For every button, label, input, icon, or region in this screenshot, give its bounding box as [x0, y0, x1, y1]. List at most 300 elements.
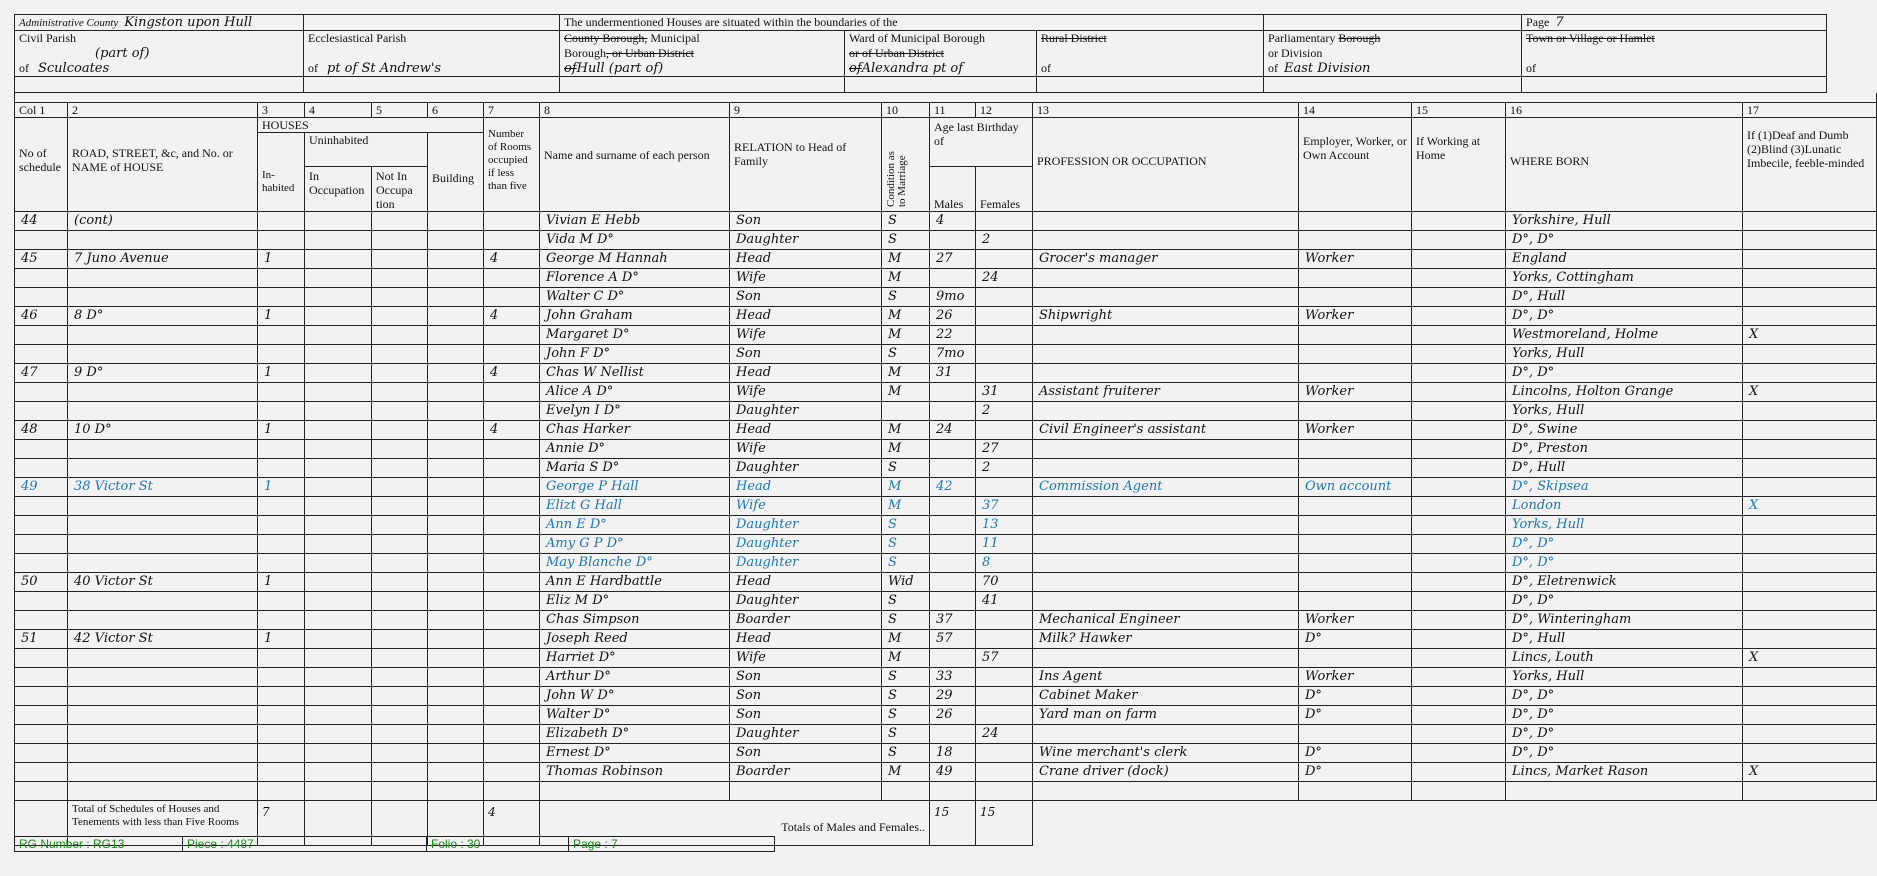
relation-cell: Daughter	[730, 554, 882, 573]
females-age-cell: 41	[976, 592, 1033, 611]
reference-footer	[14, 836, 775, 852]
county-borough-strike: County Borough,	[564, 31, 648, 45]
road-cell	[68, 782, 258, 801]
occupation-cell	[1033, 288, 1299, 307]
building-cell	[428, 307, 484, 326]
blank-cell	[15, 77, 304, 93]
not-in-occupation-cell	[372, 497, 428, 516]
condition-cell	[882, 402, 930, 421]
road-cell	[68, 535, 258, 554]
home-cell	[1412, 744, 1506, 763]
in-occupation-cell	[305, 440, 372, 459]
ecclesiastical-of: of	[308, 61, 318, 75]
county-borough-rest: Municipal	[647, 31, 700, 45]
females-age-cell	[976, 744, 1033, 763]
in-occupation-cell	[305, 383, 372, 402]
occupation-cell	[1033, 345, 1299, 364]
born-cell: D°, D°	[1506, 725, 1743, 744]
employer-cell: Worker	[1299, 307, 1412, 326]
road-cell	[68, 459, 258, 478]
inhabited-cell: 1	[258, 573, 305, 592]
born-cell: D°, Skipsea	[1506, 478, 1743, 497]
parliamentary-of: of	[1268, 61, 1279, 75]
relation-cell: Son	[730, 668, 882, 687]
infirm-cell	[1743, 269, 1877, 288]
rural-label-cell	[1037, 31, 1264, 47]
col-number: 17	[1743, 103, 1877, 118]
males-age-cell: 31	[930, 364, 976, 383]
rooms-cell	[484, 782, 540, 801]
building-cell	[428, 459, 484, 478]
infirm-cell	[1743, 782, 1877, 801]
not-in-occupation-cell	[372, 345, 428, 364]
inhabited-cell	[258, 497, 305, 516]
condition-cell: M	[882, 421, 930, 440]
rooms-cell	[484, 535, 540, 554]
not-in-occupation-cell	[372, 440, 428, 459]
blank-cell	[1037, 46, 1264, 61]
relation-cell: Daughter	[730, 231, 882, 250]
females-age-cell	[976, 687, 1033, 706]
males-age-cell: 26	[930, 706, 976, 725]
schedule-cell	[15, 497, 68, 516]
in-occupation-cell	[305, 649, 372, 668]
rooms-cell	[484, 668, 540, 687]
females-age-cell	[976, 706, 1033, 725]
parliamentary-label-cell	[1264, 31, 1522, 47]
employer-cell: D°	[1299, 706, 1412, 725]
rooms-cell	[484, 554, 540, 573]
females-age-cell: 57	[976, 649, 1033, 668]
table-row	[15, 402, 1877, 421]
in-occupation-cell	[305, 763, 372, 782]
not-in-occupation-cell	[372, 383, 428, 402]
blank-cell	[1522, 46, 1827, 61]
road-cell	[68, 668, 258, 687]
condition-cell: M	[882, 630, 930, 649]
home-cell	[1412, 630, 1506, 649]
schedule-cell	[15, 687, 68, 706]
header-employer: Employer, Worker, or Own Account	[1299, 118, 1412, 212]
in-occupation-cell	[305, 687, 372, 706]
inhabited-cell	[258, 440, 305, 459]
road-cell	[68, 744, 258, 763]
born-cell: D°, D°	[1506, 535, 1743, 554]
header-road: ROAD, STREET, &c, and No. or NAME of HOUSE	[68, 118, 258, 212]
born-cell: D°, D°	[1506, 364, 1743, 383]
in-occupation-cell	[305, 231, 372, 250]
not-in-occupation-cell	[372, 535, 428, 554]
table-row	[15, 212, 1877, 231]
condition-cell: M	[882, 269, 930, 288]
inhabited-cell	[258, 288, 305, 307]
relation-cell: Head	[730, 364, 882, 383]
parliamentary-value: East Division	[1284, 61, 1371, 76]
rooms-cell	[484, 630, 540, 649]
employer-cell	[1299, 725, 1412, 744]
road-cell	[68, 592, 258, 611]
males-age-cell	[930, 554, 976, 573]
rooms-cell	[484, 649, 540, 668]
header-age: Age last Birthday of	[930, 118, 1033, 167]
inhabited-cell	[258, 744, 305, 763]
road-cell	[68, 763, 258, 782]
road-cell: 9 D°	[68, 364, 258, 383]
employer-cell	[1299, 212, 1412, 231]
males-age-cell: 4	[930, 212, 976, 231]
condition-cell: M	[882, 364, 930, 383]
town-strike: Town or Village or Hamlet	[1526, 31, 1655, 45]
home-cell	[1412, 554, 1506, 573]
rooms-cell	[484, 231, 540, 250]
table-row	[15, 649, 1877, 668]
road-cell: (cont)	[68, 212, 258, 231]
rooms-cell	[484, 763, 540, 782]
employer-cell	[1299, 459, 1412, 478]
employer-cell	[1299, 573, 1412, 592]
header-occupation: PROFESSION OR OCCUPATION	[1033, 118, 1299, 212]
occupation-cell	[1033, 212, 1299, 231]
home-cell	[1412, 440, 1506, 459]
born-cell: Yorks, Hull	[1506, 345, 1743, 364]
header-home: If Working at Home	[1412, 118, 1506, 212]
header-building: Building	[428, 133, 484, 212]
females-age-cell	[976, 611, 1033, 630]
rooms-cell	[484, 573, 540, 592]
born-cell: Lincs, Louth	[1506, 649, 1743, 668]
born-cell: Yorks, Hull	[1506, 402, 1743, 421]
name-cell: George P Hall	[540, 478, 730, 497]
civil-parish-part: (part of)	[95, 46, 150, 61]
col-number: 4	[305, 103, 372, 118]
col-number: 16	[1506, 103, 1743, 118]
born-cell: Yorks, Hull	[1506, 516, 1743, 535]
building-cell	[428, 668, 484, 687]
not-in-occupation-cell	[372, 250, 428, 269]
employer-cell	[1299, 402, 1412, 421]
road-cell	[68, 611, 258, 630]
rooms-cell	[484, 212, 540, 231]
born-cell: England	[1506, 250, 1743, 269]
employer-cell	[1299, 535, 1412, 554]
infirm-cell	[1743, 459, 1877, 478]
occupation-cell: Shipwright	[1033, 307, 1299, 326]
ecclesiastical-value-cell	[304, 61, 560, 77]
in-occupation-cell	[305, 459, 372, 478]
in-occupation-cell	[305, 345, 372, 364]
parliamentary-strike: Borough	[1338, 31, 1381, 45]
inhabited-cell	[258, 592, 305, 611]
schedule-cell	[15, 345, 68, 364]
name-cell: John F D°	[540, 345, 730, 364]
home-cell	[1412, 592, 1506, 611]
home-cell	[1412, 687, 1506, 706]
relation-cell: Daughter	[730, 516, 882, 535]
name-cell: Annie D°	[540, 440, 730, 459]
table-row	[15, 459, 1877, 478]
census-table	[14, 93, 1877, 846]
not-in-occupation-cell	[372, 668, 428, 687]
infirm-cell	[1743, 345, 1877, 364]
home-cell	[1412, 573, 1506, 592]
condition-cell: S	[882, 725, 930, 744]
in-occupation-cell	[305, 478, 372, 497]
building-cell	[428, 706, 484, 725]
blank-cell	[304, 77, 560, 93]
relation-cell: Head	[730, 630, 882, 649]
admin-county-label: Administrative County	[19, 17, 119, 29]
table-row	[15, 535, 1877, 554]
males-age-cell	[930, 649, 976, 668]
inhabited-cell: 1	[258, 478, 305, 497]
home-cell	[1412, 288, 1506, 307]
rooms-cell	[484, 402, 540, 421]
name-cell: John W D°	[540, 687, 730, 706]
road-cell	[68, 402, 258, 421]
road-cell: 8 D°	[68, 307, 258, 326]
females-age-cell	[976, 345, 1033, 364]
schedule-cell	[15, 725, 68, 744]
inhabited-cell: 1	[258, 250, 305, 269]
building-cell	[428, 212, 484, 231]
inhabited-cell: 1	[258, 364, 305, 383]
inhabited-cell	[258, 706, 305, 725]
borough-of-strike: of	[564, 61, 577, 76]
ecclesiastical-label-cell	[304, 31, 560, 47]
occupation-cell	[1033, 554, 1299, 573]
not-in-occupation-cell	[372, 592, 428, 611]
males-age-cell: 42	[930, 478, 976, 497]
occupation-cell: Wine merchant's clerk	[1033, 744, 1299, 763]
rooms-cell	[484, 326, 540, 345]
relation-cell: Head	[730, 250, 882, 269]
building-cell	[428, 383, 484, 402]
road-cell: 7 Juno Avenue	[68, 250, 258, 269]
infirm-cell	[1743, 535, 1877, 554]
males-age-cell: 18	[930, 744, 976, 763]
civil-parish-label: Civil Parish	[19, 31, 77, 45]
occupation-cell	[1033, 269, 1299, 288]
relation-cell: Wife	[730, 497, 882, 516]
header-condition-cell	[882, 118, 930, 212]
females-age-cell	[976, 630, 1033, 649]
town-label-cell	[1522, 31, 1827, 47]
census-sheet	[14, 14, 1865, 846]
condition-cell: M	[882, 763, 930, 782]
occupation-cell: Civil Engineer's assistant	[1033, 421, 1299, 440]
inhabited-cell	[258, 554, 305, 573]
in-occupation-cell	[305, 668, 372, 687]
building-cell	[428, 440, 484, 459]
ward-value: Alexandra pt of	[861, 61, 964, 76]
inhabited-cell	[258, 383, 305, 402]
road-cell	[68, 231, 258, 250]
col-number: 13	[1033, 103, 1299, 118]
rooms-cell	[484, 478, 540, 497]
condition-cell: S	[882, 516, 930, 535]
born-cell: D°, Hull	[1506, 459, 1743, 478]
name-cell: Chas W Nellist	[540, 364, 730, 383]
born-cell: Lincs, Market Rason	[1506, 763, 1743, 782]
rural-of: of	[1041, 61, 1051, 75]
not-in-occupation-cell	[372, 782, 428, 801]
home-cell	[1412, 345, 1506, 364]
females-age-cell: 8	[976, 554, 1033, 573]
condition-cell: S	[882, 554, 930, 573]
civil-parish-value: Sculcoates	[38, 61, 110, 76]
civil-parish-label-cell	[15, 31, 304, 47]
folio-number: Folio : 30	[427, 837, 569, 852]
road-cell: 38 Victor St	[68, 478, 258, 497]
condition-cell: M	[882, 440, 930, 459]
infirm-cell	[1743, 364, 1877, 383]
infirm-cell	[1743, 307, 1877, 326]
infirm-cell: X	[1743, 383, 1877, 402]
name-cell: Vivian E Hebb	[540, 212, 730, 231]
not-in-occupation-cell	[372, 611, 428, 630]
employer-cell	[1299, 516, 1412, 535]
condition-cell	[882, 782, 930, 801]
schedule-cell	[15, 231, 68, 250]
road-cell	[68, 383, 258, 402]
females-age-cell	[976, 212, 1033, 231]
females-age-cell	[976, 250, 1033, 269]
not-in-occupation-cell	[372, 706, 428, 725]
employer-cell	[1299, 554, 1412, 573]
not-in-occupation-cell	[372, 307, 428, 326]
employer-cell	[1299, 345, 1412, 364]
borough-line2-cell	[560, 46, 845, 61]
rooms-cell	[484, 687, 540, 706]
table-row	[15, 554, 1877, 573]
building-cell	[428, 763, 484, 782]
relation-cell: Son	[730, 744, 882, 763]
females-age-cell	[976, 364, 1033, 383]
undermentioned-cell	[560, 15, 1264, 31]
infirm-cell	[1743, 516, 1877, 535]
header-condition: Condition as to Marriage	[885, 151, 908, 207]
in-occupation-cell	[305, 782, 372, 801]
rooms-cell	[484, 459, 540, 478]
employer-cell	[1299, 288, 1412, 307]
relation-cell: Son	[730, 345, 882, 364]
schedule-cell	[15, 744, 68, 763]
females-age-cell	[976, 288, 1033, 307]
condition-cell: S	[882, 212, 930, 231]
building-cell	[428, 478, 484, 497]
borough-line2-strike: , or Urban District	[606, 46, 694, 60]
road-cell	[68, 440, 258, 459]
relation-cell: Head	[730, 478, 882, 497]
occupation-cell: Crane driver (dock)	[1033, 763, 1299, 782]
name-cell: Ann E D°	[540, 516, 730, 535]
rooms-cell	[484, 592, 540, 611]
inhabited-cell	[258, 763, 305, 782]
females-age-cell	[976, 307, 1033, 326]
females-age-cell	[976, 782, 1033, 801]
page-cell	[1522, 15, 1827, 31]
page-number: Page : 7	[569, 837, 775, 852]
born-cell	[1506, 782, 1743, 801]
females-age-cell	[976, 763, 1033, 782]
schedule-cell	[15, 668, 68, 687]
road-cell	[68, 497, 258, 516]
rooms-cell	[484, 516, 540, 535]
ward-line2-strike: or of Urban District	[849, 46, 944, 60]
totals-males: 15	[930, 801, 976, 846]
females-age-cell	[976, 668, 1033, 687]
condition-cell: Wid	[882, 573, 930, 592]
home-cell	[1412, 668, 1506, 687]
table-row	[15, 269, 1877, 288]
road-cell	[68, 554, 258, 573]
infirm-cell	[1743, 687, 1877, 706]
in-occupation-cell	[305, 212, 372, 231]
schedule-cell	[15, 649, 68, 668]
building-cell	[428, 516, 484, 535]
schedule-cell	[15, 706, 68, 725]
name-cell: Eliz M D°	[540, 592, 730, 611]
in-occupation-cell	[305, 364, 372, 383]
road-cell	[68, 516, 258, 535]
condition-cell: S	[882, 288, 930, 307]
condition-cell: M	[882, 250, 930, 269]
in-occupation-cell	[305, 725, 372, 744]
rooms-cell	[484, 725, 540, 744]
name-cell: Florence A D°	[540, 269, 730, 288]
occupation-cell	[1033, 402, 1299, 421]
name-cell: Chas Simpson	[540, 611, 730, 630]
occupation-cell: Commission Agent	[1033, 478, 1299, 497]
infirm-cell	[1743, 706, 1877, 725]
condition-cell: S	[882, 687, 930, 706]
males-age-cell	[930, 516, 976, 535]
header-females: Females	[976, 167, 1033, 212]
blank-cell	[1033, 801, 1877, 846]
road-cell	[68, 687, 258, 706]
males-age-cell: 24	[930, 421, 976, 440]
building-cell	[428, 554, 484, 573]
rooms-cell	[484, 383, 540, 402]
females-age-cell: 70	[976, 573, 1033, 592]
totals-label: Total of Schedules of Houses and Tenements with less than Five Rooms	[68, 801, 258, 846]
condition-cell: S	[882, 459, 930, 478]
relation-cell: Daughter	[730, 725, 882, 744]
born-cell: Yorkshire, Hull	[1506, 212, 1743, 231]
schedule-cell	[15, 326, 68, 345]
rooms-cell: 4	[484, 307, 540, 326]
name-cell: Maria S D°	[540, 459, 730, 478]
header-relation: RELATION to Head of Family	[730, 118, 882, 212]
borough-value: Hull (part of)	[576, 61, 664, 76]
name-cell: John Graham	[540, 307, 730, 326]
ecclesiastical-value: pt of St Andrew's	[327, 61, 442, 76]
employer-cell	[1299, 364, 1412, 383]
employer-cell	[1299, 440, 1412, 459]
column-header-row-1	[15, 118, 1877, 133]
inhabited-cell	[258, 269, 305, 288]
in-occupation-cell	[305, 326, 372, 345]
infirm-cell: X	[1743, 763, 1877, 782]
blank-cell	[560, 77, 845, 93]
employer-cell	[1299, 326, 1412, 345]
occupation-cell: Grocer's manager	[1033, 250, 1299, 269]
not-in-occupation-cell	[372, 725, 428, 744]
road-cell	[68, 649, 258, 668]
name-cell: Walter C D°	[540, 288, 730, 307]
infirm-cell	[1743, 744, 1877, 763]
inhabited-cell: 1	[258, 307, 305, 326]
